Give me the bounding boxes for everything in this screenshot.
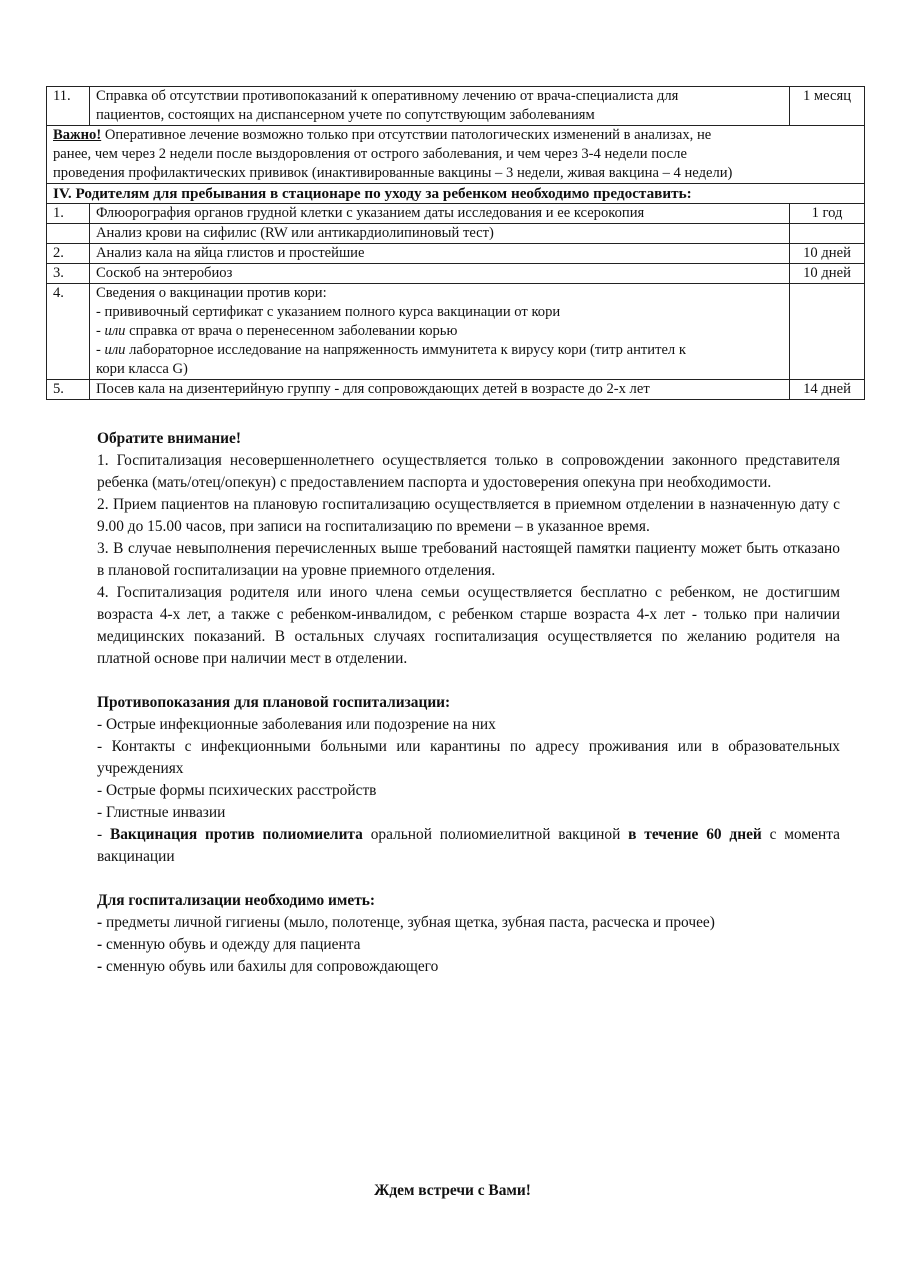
table-row	[47, 224, 865, 244]
row-text-line: Справка об отсутствии противопоказаний к оперативному лечению от врача-специалиста для	[96, 88, 679, 104]
row-text: Соскоб на энтеробиоз	[90, 264, 790, 284]
table-row	[47, 244, 865, 264]
table-row	[47, 284, 865, 380]
contraindication-item: - Глистные инвазии	[97, 804, 226, 821]
need-item	[97, 934, 840, 956]
row-text: Анализ крови на сифилис (RW или антикардиолипиновый тест)	[90, 224, 790, 244]
table-row	[47, 204, 865, 224]
row-text-line: лабораторное исследование на напряженность иммунитета к вирусу кори (титр антител к	[125, 342, 686, 358]
dash: -	[97, 936, 106, 953]
dash: -	[96, 342, 105, 358]
dash: -	[97, 826, 110, 843]
row-term: 14 дней	[790, 380, 865, 400]
row-number: 3.	[47, 264, 90, 284]
row-text: Анализ кала на яйца глистов и простейшие	[90, 244, 790, 264]
italic-or: или	[104, 323, 126, 339]
attention-paragraph: 2. Прием пациентов на плановую госпитализацию осуществляется в приемном отделении в назначенную дату с 9.00 до 15.00 часов, при записи на госпитализацию по времени – в указанное время.	[97, 496, 840, 535]
need-item-text: предметы личной гигиены (мыло, полотенце, зубная щетка, зубная паста, расческа и прочее)	[105, 914, 715, 931]
italic-or: или	[104, 342, 126, 358]
important-text: Оперативное лечение возможно только при отсутствии патологических изменений в анализах, не	[101, 127, 712, 143]
dash: -	[97, 958, 106, 975]
requirements-table	[46, 86, 865, 400]
important-note	[47, 126, 865, 184]
row-term: 10 дней	[790, 244, 865, 264]
section-row	[47, 184, 865, 204]
need-heading: Для госпитализации необходимо иметь:	[97, 892, 376, 909]
contraindication-item-polio	[97, 824, 840, 868]
row-text: Посев кала на дизентерийную группу - для сопровождающих детей в возрасте до 2-х лет	[90, 380, 790, 400]
polio-text: с момента вакцинации	[97, 826, 840, 865]
row-text-line: - прививочный сертификат с указанием полного курса вакцинации от кори	[96, 304, 561, 320]
row-text-line: справка от врача о перенесенном заболевании корью	[125, 323, 458, 339]
row-text-line: кори класса G)	[96, 361, 188, 377]
important-title: Важно!	[53, 127, 102, 143]
row-text-line: Сведения о вакцинации против кори:	[96, 285, 327, 301]
notes-section	[97, 428, 840, 978]
row-number: 4.	[47, 284, 90, 380]
row-number: 1.	[47, 204, 90, 224]
row-number	[47, 224, 90, 244]
dash: -	[97, 914, 106, 931]
section-iv-heading: IV. Родителям для пребывания в стационаре по уходу за ребенком необходимо предоставить:	[47, 184, 865, 204]
polio-bold: в течение 60 дней	[628, 826, 762, 843]
row-text	[90, 87, 790, 126]
row-text: Флюорография органов грудной клетки с указанием даты исследования и ее ксерокопия	[90, 204, 790, 224]
row-number: 5.	[47, 380, 90, 400]
row-number: 11.	[47, 87, 90, 126]
row-number: 2.	[47, 244, 90, 264]
important-row	[47, 126, 865, 184]
contraindication-item: - Контакты с инфекционными больными или карантины по адресу проживания или в образовательных учреждениях	[97, 738, 840, 777]
need-item	[97, 912, 840, 934]
row-term: 1 месяц	[790, 87, 865, 126]
contraindication-item: - Острые инфекционные заболевания или подозрение на них	[97, 716, 496, 733]
contraindications-heading: Противопоказания для плановой госпитализации:	[97, 694, 451, 711]
attention-paragraph: 3. В случае невыполнения перечисленных выше требований настоящей памятки пациенту может быть отказано в плановой госпитализации на уровне приемного отделения.	[97, 540, 840, 579]
attention-paragraph: 1. Госпитализация несовершеннолетнего осуществляется только в сопровождении законного представителя ребенка (мать/отец/опекун) с предоставлением паспорта и удостоверения опекуна при необходимости.	[97, 452, 840, 491]
attention-heading: Обратите внимание!	[97, 430, 242, 447]
row-text	[90, 284, 790, 380]
row-term: 10 дней	[790, 264, 865, 284]
important-text: ранее, чем через 2 недели после выздоровления от острого заболевания, и чем через 3-4 недели после	[53, 146, 687, 162]
need-item-text: сменную обувь и одежду для пациента	[105, 936, 361, 953]
row-term	[790, 284, 865, 380]
row-text-line: пациентов, состоящих на диспансерном учете по сопутствующим заболеваниям	[96, 107, 595, 123]
contraindication-item: - Острые формы психических расстройств	[97, 782, 377, 799]
need-item	[97, 956, 840, 978]
table-row	[47, 264, 865, 284]
polio-text: оральной полиомиелитной вакциной	[362, 826, 629, 843]
polio-bold: Вакцинация против полиомиелита	[109, 826, 363, 843]
need-item-text: сменную обувь или бахилы для сопровождающего	[105, 958, 439, 975]
attention-paragraph: 4. Госпитализация родителя или иного члена семьи осуществляется бесплатно с ребенком, не достигшим возраста 4-х лет, а также с ребенком-инвалидом, с ребенком старше возраста 4-х лет - только при наличии медицинских показаний. В остальных случаях госпитализация осуществляется по желанию родителя на платной основе при наличии мест в отделении.	[97, 584, 840, 667]
table-row	[47, 380, 865, 400]
dash: -	[96, 323, 105, 339]
important-text: проведения профилактических прививок (инактивированные вакцины – 3 недели, живая вакцина – 4 недели)	[53, 165, 733, 181]
row-term: 1 год	[790, 204, 865, 224]
table-row	[47, 87, 865, 126]
row-term	[790, 224, 865, 244]
closing-line: Ждем встречи с Вами!	[374, 1182, 531, 1199]
